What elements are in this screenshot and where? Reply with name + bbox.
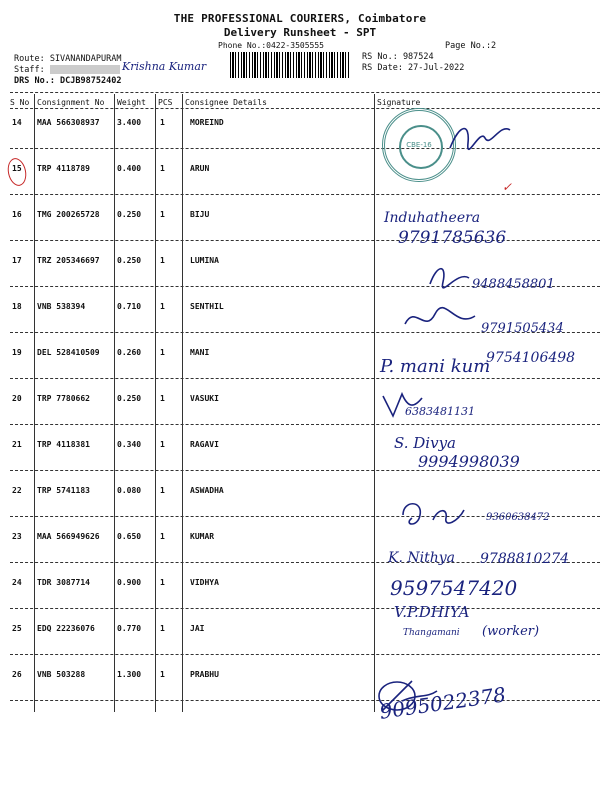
row-consignment-no: TRZ 205346697: [37, 256, 100, 265]
phone-number: Phone No.:0422-3505555: [218, 41, 324, 50]
row-consignee: ARUN: [190, 164, 210, 173]
row-consignee: MOREIND: [190, 118, 224, 127]
row-pcs: 1: [160, 302, 165, 311]
row-pcs: 1: [160, 578, 165, 587]
row-divider: [10, 240, 600, 241]
rs-number: RS No.: 987524: [362, 52, 434, 62]
row16-handwritten-name: Induhatheera: [384, 210, 481, 226]
row-divider: [10, 608, 600, 609]
row-weight: 0.710: [117, 302, 142, 311]
row23-handwritten-phone: 9788810274: [480, 551, 570, 567]
row-consignment-no: TRP 5741183: [37, 486, 90, 495]
row-weight: 0.650: [117, 532, 142, 541]
row20-handwritten-phone: 6383481131: [405, 405, 475, 418]
row19-handwritten-phone: 9754106498: [486, 350, 576, 366]
row19-handwritten-name: P. mani kum: [380, 356, 491, 377]
row-consignee: VASUKI: [190, 394, 219, 403]
rs-date: RS Date: 27-Jul-2022: [362, 63, 465, 73]
header-rule: [10, 108, 600, 109]
row-sno: 23: [12, 532, 22, 541]
row-sno: 15: [12, 164, 22, 173]
row-consignment-no: EDQ 22236076: [37, 624, 95, 633]
row-pcs: 1: [160, 348, 165, 357]
row-consignment-no: TRP 4118381: [37, 440, 90, 449]
row-consignee: RAGAVI: [190, 440, 219, 449]
row-pcs: 1: [160, 210, 165, 219]
row21-handwritten-name: S. Divya: [394, 434, 456, 452]
row-consignment-no: DEL 528410509: [37, 348, 100, 357]
row-divider: [10, 194, 600, 195]
runsheet-title: Delivery Runsheet - SPT: [223, 26, 377, 39]
col-divider: [155, 94, 156, 712]
red-circle-mark: [5, 156, 28, 187]
row-consignment-no: MAA 566308937: [37, 118, 100, 127]
row-consignment-no: VNB 503288: [37, 670, 86, 679]
row-weight: 0.250: [117, 210, 142, 219]
row-pcs: 1: [160, 164, 165, 173]
row-pcs: 1: [160, 256, 165, 265]
staff-name-handwritten: Krishna Kumar: [122, 60, 207, 73]
row24-handwritten-phone: 9597547420: [390, 576, 518, 600]
row17-handwritten-phone: 9488458801: [472, 277, 555, 292]
row-sno: 20: [12, 394, 22, 403]
col-divider: [374, 94, 375, 712]
row-consignee: LUMINA: [190, 256, 219, 265]
red-tick-mark: ✓: [502, 180, 513, 194]
row16-handwritten-phone: 9791785636: [398, 228, 507, 248]
row-weight: 0.900: [117, 578, 142, 587]
row23-handwritten-name: K. Nithya: [388, 550, 455, 566]
row-sno: 16: [12, 210, 22, 219]
row-consignee: BIJU: [190, 210, 210, 219]
row-pcs: 1: [160, 486, 165, 495]
signature-row22: [398, 500, 470, 530]
row-divider: [10, 424, 600, 425]
row-consignee: KUMAR: [190, 532, 215, 541]
row-divider: [10, 378, 600, 379]
row-sno: 22: [12, 486, 22, 495]
col-header-signature: Signature: [377, 98, 421, 107]
row-pcs: 1: [160, 440, 165, 449]
row-weight: 0.080: [117, 486, 142, 495]
row-sno: 21: [12, 440, 22, 449]
row-divider: [10, 654, 600, 655]
row-consignment-no: TMG 200265728: [37, 210, 100, 219]
row-consignee: PRABHU: [190, 670, 219, 679]
row-sno: 14: [12, 118, 22, 127]
row-pcs: 1: [160, 670, 165, 679]
row25-handwritten-note2: (worker): [482, 624, 540, 639]
row-consignment-no: TRP 7780662: [37, 394, 90, 403]
col-divider: [34, 94, 35, 712]
drs-number: DRS No.: DCJB98752402: [14, 76, 122, 86]
row-consignment-no: MAA 566949626: [37, 532, 100, 541]
row-consignee: SENTHIL: [190, 302, 224, 311]
row24-handwritten-name: V.P.DHIYA: [394, 603, 470, 621]
signature-row14: [440, 118, 520, 158]
signature-row17: [425, 262, 475, 292]
row-pcs: 1: [160, 118, 165, 127]
row-consignee: JAI: [190, 624, 205, 633]
row26-handwritten-phone: 9095022378: [378, 682, 508, 724]
row-sno: 24: [12, 578, 22, 587]
company-title: THE PROFESSIONAL COURIERS, Coimbatore: [173, 12, 427, 25]
barcode: [230, 52, 350, 78]
row-consignee: ASWADHA: [190, 486, 224, 495]
row-consignment-no: TRP 4118789: [37, 164, 90, 173]
staff-label: Staff:: [14, 65, 45, 75]
row-weight: 1.300: [117, 670, 142, 679]
row-weight: 0.400: [117, 164, 142, 173]
row21-handwritten-phone: 9994998039: [418, 452, 520, 471]
col-header-pcs: PCS: [158, 98, 173, 107]
col-header-sno: S No: [10, 98, 30, 107]
table-top-rule: [10, 92, 600, 93]
row22-handwritten-phone: 9360638472: [486, 512, 550, 523]
row-pcs: 1: [160, 624, 165, 633]
row-weight: 0.770: [117, 624, 142, 633]
col-header-consignment: Consignment No: [37, 98, 105, 107]
row-sno: 25: [12, 624, 22, 633]
row-sno: 17: [12, 256, 22, 265]
row-weight: 0.250: [117, 256, 142, 265]
row25-handwritten-note1: Thangamani: [403, 628, 460, 638]
row-pcs: 1: [160, 394, 165, 403]
col-header-consignee: Consignee Details: [185, 98, 267, 107]
row-consignment-no: TDR 3087714: [37, 578, 90, 587]
col-divider: [114, 94, 115, 712]
row-weight: 0.250: [117, 394, 142, 403]
stamp-text: CBE-16: [406, 141, 432, 149]
row-consignee: MANI: [190, 348, 210, 357]
row-sno: 18: [12, 302, 22, 311]
route: Route: SIVANANDAPURAM: [14, 54, 122, 64]
row-sno: 19: [12, 348, 22, 357]
row18-handwritten-phone: 9791505434: [481, 321, 564, 336]
row-weight: 0.260: [117, 348, 142, 357]
row-divider: [10, 700, 600, 701]
row-consignee: VIDHYA: [190, 578, 219, 587]
row-consignment-no: VNB 538394: [37, 302, 86, 311]
row-weight: 3.400: [117, 118, 142, 127]
col-header-weight: Weight: [117, 98, 146, 107]
staff-redaction: [50, 65, 120, 74]
row-weight: 0.340: [117, 440, 142, 449]
signature-row18: [400, 304, 480, 334]
page-number: Page No.:2: [445, 41, 497, 51]
col-divider: [182, 94, 183, 712]
row-sno: 26: [12, 670, 22, 679]
row-pcs: 1: [160, 532, 165, 541]
